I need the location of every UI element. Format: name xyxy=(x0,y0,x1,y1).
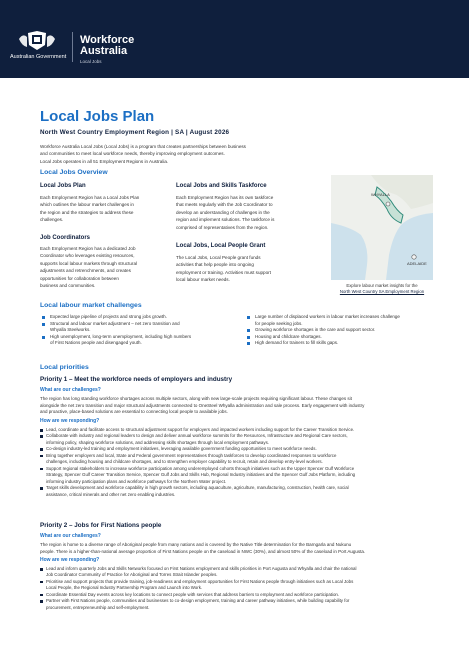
taskforce-title: Local Jobs and Skills Taskforce xyxy=(176,183,267,189)
list-item: Growing workforce shortages in the care and support sector. xyxy=(245,327,445,334)
priorities-title: Local priorities xyxy=(40,364,89,371)
job-coordinators-title: Job Coordinators xyxy=(40,235,91,241)
text-line: supports local labour markets through structural xyxy=(40,260,138,266)
workforce-australia-logo xyxy=(80,35,134,64)
coat-of-arms-icon xyxy=(14,30,60,52)
priority1-actions xyxy=(40,427,440,498)
local-jobs-plan-text xyxy=(40,194,180,224)
text-line: activities that help people into ongoing xyxy=(176,262,254,268)
priority2-challenges-text xyxy=(40,542,450,555)
text-line: adjustments and retrenchments, and creates xyxy=(40,268,131,274)
list-item: High demand for trainers to fill skills gaps. xyxy=(245,340,445,347)
challenges-list-left xyxy=(40,314,250,347)
priority2-actions xyxy=(40,566,440,611)
priority1-title: Priority 1 – Meet the workforce needs of employers and industry xyxy=(40,376,233,383)
text-line: and proactive, place-based solutions are essential to connecting local people to available jobs. xyxy=(40,409,228,415)
text-line: Each Employment Region has its own taskforce xyxy=(176,195,274,200)
list-item: of First Nations people and disengaged youth. xyxy=(50,340,142,346)
intro-text xyxy=(40,143,310,165)
text-line: The region has long standing workforce shortages across multiple sectors, along with new large-scale projects requiring significant labour. These changes sit xyxy=(40,396,352,401)
map-caption xyxy=(318,283,446,296)
intro-line: and communities to meet local workforce needs, thereby improving employment outcomes. xyxy=(40,151,225,157)
priority1-challenges-q: What are our challenges? xyxy=(40,387,101,393)
list-item: for people seeking jobs. xyxy=(255,320,303,326)
job-coordinators-text xyxy=(40,245,180,289)
header-divider xyxy=(72,32,73,62)
text-line: develop an understanding of challenges in the xyxy=(176,209,270,215)
intro-line: Local Jobs operates in all 51 Employment Regions in Australia. xyxy=(40,158,169,164)
text-line: comprised of representatives from the region. xyxy=(176,224,269,230)
list-item: Coordinate Essential Day events across key locations to connect people with services that address barriers to employment and workforce participation. xyxy=(40,592,440,598)
list-item: Strategy, Spencer Gulf Career Transition Service, Spencer Gulf Jobs and Skills Hub, Regional Industry initiatives and the Spencer Gulf Jobs Platform, including xyxy=(46,472,356,478)
list-item: Target skills development and workforce capability in high growth sectors, including aquaculture, agriculture, manufacturing, construction, health care, social xyxy=(40,485,440,491)
text-line: Each Employment Region has a dedicated Job xyxy=(40,246,136,251)
list-item: Collaborate with industry and regional leaders to design and deliver annual workforce summits for the Resources, Infrastructure and Regional Care sectors, xyxy=(40,433,440,439)
list-item: Job Coordinator Community of Practice for Aboriginal and Torres Strait Islander peoples. xyxy=(46,572,218,578)
text-line: opportunities for collaboration between xyxy=(40,275,119,281)
list-item: procurement, entrepreneurship and self-employment. xyxy=(46,604,150,610)
list-item: assistance, critical minerals and other net zero enabling industries. xyxy=(46,491,176,497)
priority2-response-q: How are we responding? xyxy=(40,557,100,563)
map-label-adelaide: ADELAIDE xyxy=(407,261,427,266)
list-item: Structural and labour market adjustment – net zero transition and xyxy=(40,321,250,328)
local-jobs-plan-title: Local Jobs Plan xyxy=(40,183,86,189)
taskforce-text xyxy=(176,194,321,231)
text-line: which outlines the labour market challenges in xyxy=(40,202,134,208)
intro-line: Workforce Australia Local Jobs (Local Jobs) is a program that creates partnerships between business xyxy=(40,144,246,149)
gov-label: Australian Government xyxy=(10,54,67,60)
priority1-response-q: How are we responding? xyxy=(40,418,100,424)
page-title: Local Jobs Plan xyxy=(40,108,155,125)
list-item: Lead and inform quarterly Jobs and Skills Networks focused on First Nations employment and skills priorities in Port Augusta and Whyalla and chair the national xyxy=(40,566,440,572)
list-item: Expected large pipeline of projects and strong jobs growth. xyxy=(40,314,250,321)
list-item: Local People, the Regional Industry Partnership Program and Launch into Work. xyxy=(46,585,203,591)
text-line: The region is home to a diverse range of Aboriginal people from many nations and is covered by the Native Title determination for the Barngarla and Nukunu xyxy=(40,542,352,547)
challenges-title: Local labour market challenges xyxy=(40,302,142,309)
list-item: informing policy, shaping workforce solutions, and addressing skills shortages through local employment pathways. xyxy=(46,439,269,445)
brand-line2: Australia xyxy=(80,45,128,57)
region-map[interactable] xyxy=(331,175,433,280)
overview-title: Local Jobs Overview xyxy=(40,169,108,176)
priority2-title: Priority 2 – Jobs for First Nations people xyxy=(40,522,162,529)
page-header xyxy=(0,0,469,78)
text-line: business and communities. xyxy=(40,283,96,289)
grant-text xyxy=(176,254,321,284)
text-line: local labour market needs. xyxy=(176,277,230,283)
text-line: people. There is a higher-than-national average proportion of First Nations people on the caseload in NWC (30%), and almost 50% of the caseload in Port Augusta. xyxy=(40,548,366,554)
list-item: Partner with First Nations people, communities and businesses to co-design employment, training and career pathway initiatives, while building capability for xyxy=(40,598,440,604)
grant-title: Local Jobs, Local People Grant xyxy=(176,243,266,249)
text-line: alongside the net zero transition and major structural adjustments connected to OneSteel Whyalla administration and sale process. Early engagement with industry xyxy=(40,402,365,408)
text-line: region and implement solutions. The taskforce is xyxy=(176,217,275,223)
page-subtitle: North West Country Employment Region | SA | August 2026 xyxy=(40,129,230,136)
list-item: Co-design industry-led training and employment initiatives, leveraging available government funding opportunities to meet workforce needs. xyxy=(40,446,440,452)
list-item: informing industry participation plans and workforce pathways for the Northern Water project. xyxy=(46,478,227,484)
list-item: Large number of displaced workers in labour market increases challenge xyxy=(245,314,445,321)
text-line: Coordinator who leverages existing resources, xyxy=(40,253,135,259)
list-item: challenges, including housing and childcare shortages, and to strengthen employer capability to recruit, retain and develop entry-level workers. xyxy=(46,459,323,465)
priority2-challenges-q: What are our challenges? xyxy=(40,533,101,539)
map-link[interactable]: North West Country SA Employment Region xyxy=(339,289,425,295)
text-line: employment or training. Activities must support xyxy=(176,269,271,275)
list-item: Support regional stakeholders to increase workforce participation among underemployed cohorts through initiatives such as the Upper Spencer Gulf Workforce xyxy=(40,466,440,472)
list-item: Whyalla Steelworks. xyxy=(50,327,91,333)
text-line: that meets regularly with the Job Coordinator to xyxy=(176,202,273,208)
map-label-whyalla: WHYALLA xyxy=(371,192,390,197)
map-caption-line: Explore labour market insights for the xyxy=(346,283,418,288)
list-item: Bring together employers and local, State and Federal government representatives through taskforces to develop coordinated responses to workforce xyxy=(40,453,440,459)
text-line: the region and the strategies to address these xyxy=(40,209,134,215)
priority1-challenges-text xyxy=(40,396,450,416)
text-line: Each Employment Region has a Local Jobs Plan xyxy=(40,195,140,200)
challenges-list-right xyxy=(245,314,445,347)
list-item: High unemployment, long-term unemployment, including high numbers xyxy=(40,334,250,341)
text-line: challenges. xyxy=(40,217,64,223)
brand-sub: Local Jobs xyxy=(80,59,102,64)
text-line: The Local Jobs, Local People grant funds xyxy=(176,255,261,260)
list-item: Prioritise and support projects that provide training, job-readiness and employment opportunities for First Nations people through initiatives such as Local Jobs xyxy=(40,579,440,585)
brand-line1: Workforce xyxy=(80,34,135,46)
list-item: Lead, coordinate and facilitate access to structural adjustment support for employers and impacted workers including support for the Career Transition Service. xyxy=(40,427,440,433)
list-item: Housing and childcare shortages. xyxy=(245,334,445,341)
